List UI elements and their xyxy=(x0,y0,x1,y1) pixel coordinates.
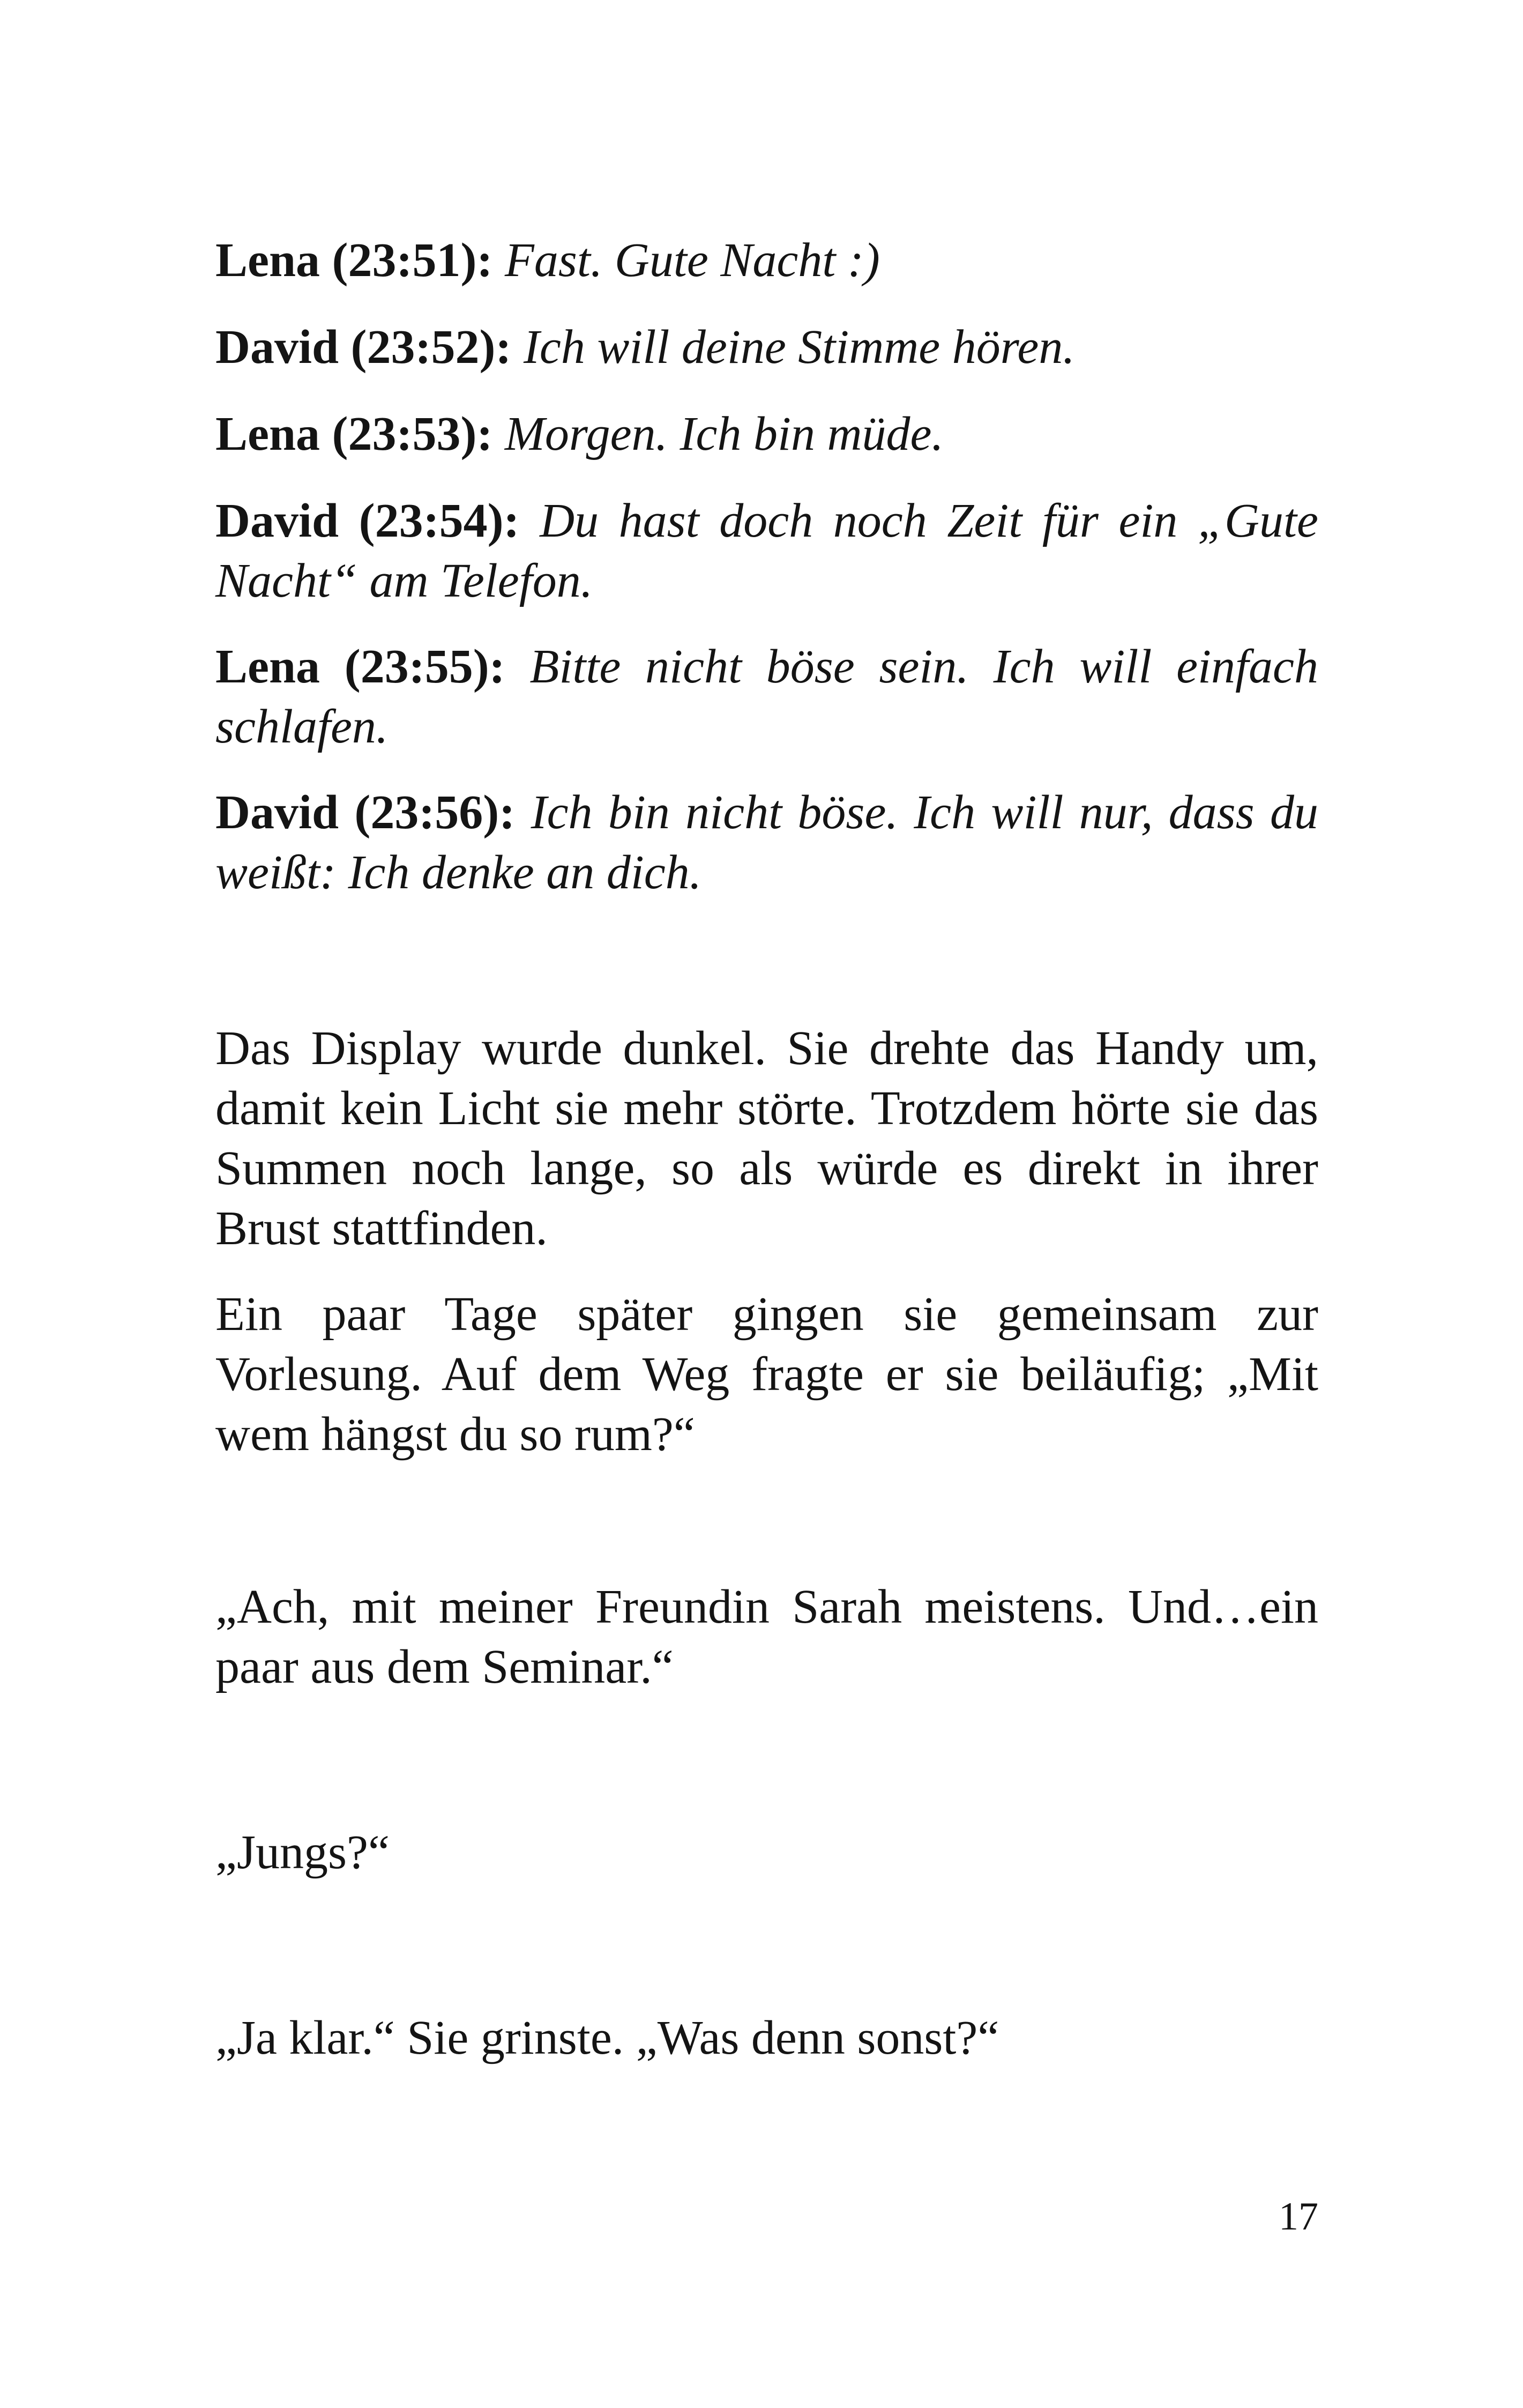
chat-line-3 xyxy=(215,404,1318,464)
chat-line-2 xyxy=(215,317,1318,377)
chat-line-5 xyxy=(215,637,1318,757)
chat-message: Ich bin nicht böse. Ich will nur, dass du weißt: Ich denke an dich. xyxy=(215,786,1319,899)
chat-speaker: David (23:56): xyxy=(215,786,516,839)
chat-line-6 xyxy=(215,783,1318,903)
chat-speaker: Lena (23:55): xyxy=(215,640,505,693)
chat-speaker: Lena (23:53): xyxy=(215,407,493,460)
dialogue-paragraph: „Jungs?“ xyxy=(215,1826,390,1879)
chat-message: Bitte nicht böse sein. Ich will einfach schlafen. xyxy=(215,640,1318,753)
dialogue-paragraph: „Ja klar.“ Sie grinste. „Was denn sonst?“ xyxy=(215,2011,999,2064)
chat-message: Fast. Gute Nacht :) xyxy=(504,234,880,287)
dialogue-paragraph: „Ach, mit meiner Freundin Sarah meistens. Und…ein paar aus dem Seminar.“ xyxy=(215,1580,1318,1693)
chat-message: Morgen. Ich bin müde. xyxy=(504,407,944,460)
chat-message: Du hast doch noch Zeit für ein „Gute Nacht“ am Telefon. xyxy=(215,494,1318,607)
page-number: 17 xyxy=(1279,2195,1318,2239)
body-paragraph: Ein paar Tage später gingen sie gemeinsam zur Vorlesung. Auf dem Weg fragte er sie beiläufig; „Mit wem hängst du so rum?“ xyxy=(215,1288,1318,1461)
chat-speaker: David (23:54): xyxy=(215,494,520,547)
chat-speaker: Lena (23:51): xyxy=(215,234,493,287)
chat-line-4 xyxy=(215,491,1318,611)
chat-line-1 xyxy=(215,231,1318,291)
chat-speaker: David (23:52): xyxy=(215,321,512,374)
chat-message: Ich will deine Stimme hören. xyxy=(523,321,1075,374)
body-paragraph: Das Display wurde dunkel. Sie drehte das Handy um, damit kein Licht sie mehr störte. Trotzdem hörte sie das Summen noch lange, so als würde es direkt in ihrer Brust stattfinden. xyxy=(215,1022,1318,1255)
